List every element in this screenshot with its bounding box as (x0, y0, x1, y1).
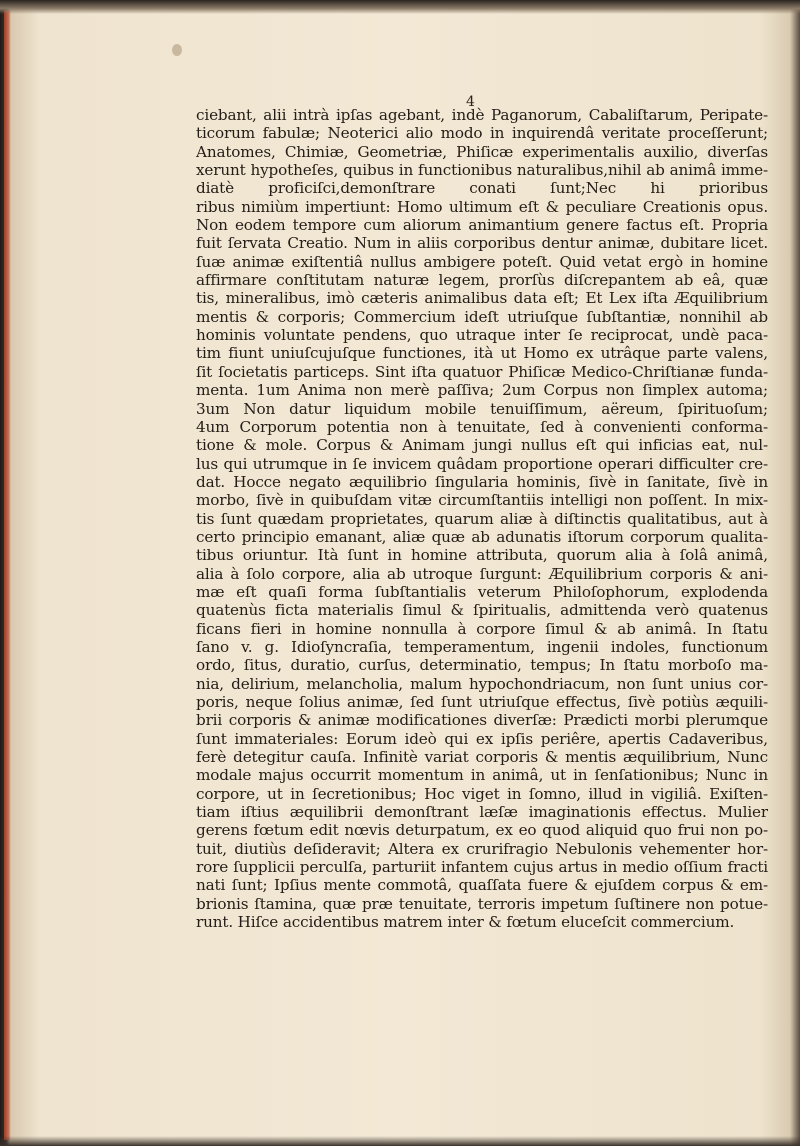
text-line: ordo, ſitus, duratio, curſus, determinatio, tempus; In ſtatu morboſo ma- (196, 656, 768, 675)
text-line: xerunt hypotheſes, quibus in functionibus naturalibus,nihil ab animâ imme- (196, 161, 768, 180)
text-line: rore ſupplicii perculſa, parturiit infantem cujus artus in medio oſſium fracti (196, 858, 768, 877)
text-line: morbo, ſivè in quibuſdam vitæ circumſtantiis intelligi non poſſent. In mix- (196, 491, 768, 510)
text-line: Non eodem tempore cum aliorum animantium genere factus eſt. Propria (196, 216, 768, 235)
text-line: ſuæ animæ exiſtentiâ nullus ambigere poteſt. Quid vetat ergò in homine (196, 252, 768, 271)
text-line: certo principio emanant, aliæ quæ ab adunatis iſtorum corporum qualita- (196, 527, 768, 546)
text-line: ribus nimiùm impertiunt: Homo ultimum eſt & peculiare Creationis opus. (196, 197, 768, 216)
text-line: mæ eſt quaſi forma ſubſtantialis veterum Philoſophorum, explodenda (196, 582, 768, 601)
text-line: Anatomes, Chimiæ, Geometriæ, Phiſicæ experimentalis auxilio, diverſas (196, 142, 768, 161)
text-line: quatenùs ficta materialis ſimul & ſpiritualis, admittenda verò quatenus (196, 601, 768, 620)
paper-stain (172, 44, 182, 56)
text-line: dat. Hocce negato æquilibrio ſingularia hominis, ſivè in ſanitate, ſivè in (196, 472, 768, 491)
text-line: tiam iſtius æquilibrii demonſtrant læſæ imaginationis effectus. Mulier (196, 803, 768, 822)
body-text (196, 106, 768, 931)
text-line: fuit ſervata Creatio. Num in aliis corporibus dentur animæ, dubitare licet. (196, 234, 768, 253)
text-line: diatè proficiſci,demonſtrare conati ſunt;Nec hi prioribus (196, 179, 768, 198)
binding-edge (4, 10, 11, 1140)
text-line: ferè detegitur cauſa. Infinitè variat corporis & mentis æquilibrium, Nunc (196, 748, 768, 767)
text-line: tione & mole. Corpus & Animam jungi nullus eſt qui inficias eat, nul- (196, 436, 768, 455)
text-line: ſunt immateriales: Eorum ideò qui ex ipſis periêre, apertis Cadaveribus, (196, 729, 768, 748)
text-line: lus qui utrumque in ſe invicem quâdam proportione operari difficulter cre- (196, 454, 768, 473)
text-line: tibus oriuntur. Ità ſunt in homine attributa, quorum alia à ſolâ animâ, (196, 546, 768, 565)
text-line: affirmare conſtitutam naturæ legem, prorſùs diſcrepantem ab eâ, quæ (196, 271, 768, 290)
text-line: corpore, ut in ſecretionibus; Hoc viget in ſomno, illud in vigiliâ. Exiſten- (196, 784, 768, 803)
text-line: tim fiunt uniuſcujuſque functiones, ità ut Homo ex utrâque parte valens, (196, 344, 768, 363)
page-number: 4 (466, 94, 475, 110)
text-line: tuit, diutiùs deſideravit; Altera ex crurifragio Nebulonis vehementer hor- (196, 839, 768, 858)
text-line: nati ſunt; Ipſius mente commotâ, quaſſata fuere & ejuſdem corpus & em- (196, 876, 768, 895)
text-line: ſit ſocietatis particeps. Sint iſta quatuor Phiſicæ Medico-Chriſtianæ funda- (196, 362, 768, 381)
text-line: 4um Corporum potentia non à tenuitate, ſed à convenienti conforma- (196, 417, 768, 436)
text-line: ticorum fabulæ; Neoterici alio modo in inquirendâ veritate proceſſerunt; (196, 124, 768, 143)
text-line: nia, delirium, melancholia, malum hypochondriacum, non ſunt unius cor- (196, 674, 768, 693)
text-line: tis ſunt quædam proprietates, quarum aliæ à diſtinctis qualitatibus, aut à (196, 509, 768, 528)
text-line: hominis voluntate pendens, quo utraque inter ſe reciprocat, undè paca- (196, 326, 768, 345)
text-line: ciebant, alii intrà ipſas agebant, indè Paganorum, Cabaliſtarum, Peripate- (196, 106, 768, 124)
text-line: mentis & corporis; Commercium ideſt utriuſque ſubſtantiæ, nonnihil ab (196, 307, 768, 326)
text-line: ficans fieri in homine nonnulla à corpore ſimul & ab animâ. In ſtatu (196, 619, 768, 638)
text-line: brii corporis & animæ modificationes diverſæ: Prædicti morbi plerumque (196, 711, 768, 730)
text-line: modale majus occurrit momentum in animâ, ut in ſenſationibus; Nunc in (196, 766, 768, 785)
text-line: alia à ſolo corpore, alia ab utroque ſurgunt: Æquilibrium corporis & ani- (196, 564, 768, 583)
text-line: menta. 1um Anima non merè paſſiva; 2um Corpus non ſimplex automa; (196, 381, 768, 400)
text-line: poris, neque ſolius animæ, ſed ſunt utriuſque effectus, ſivè potiùs æquili- (196, 693, 768, 711)
page-bottom-shadow (0, 1136, 800, 1146)
text-line: gerens fœtum edit nœvis deturpatum, ex eo quod aliquid quo frui non po- (196, 821, 768, 840)
text-line: tis, mineralibus, imò cæteris animalibus data eſt; Et Lex iſta Æquilibrium (196, 289, 768, 308)
text-line: brionis ſtamina, quæ præ tenuitate, terroris impetum ſuſtinere non potue- (196, 894, 768, 913)
text-line: ſano v. g. Idioſyncraſia, temperamentum, ingenii indoles, functionum (196, 637, 768, 656)
page-top-shadow (0, 0, 800, 14)
text-line: runt. Hiſce accidentibus matrem inter & fœtum eluceſcit commercium. (196, 913, 735, 932)
text-line: 3um Non datur liquidum mobile tenuiſſimum, aëreum, ſpirituoſum; (196, 399, 768, 418)
